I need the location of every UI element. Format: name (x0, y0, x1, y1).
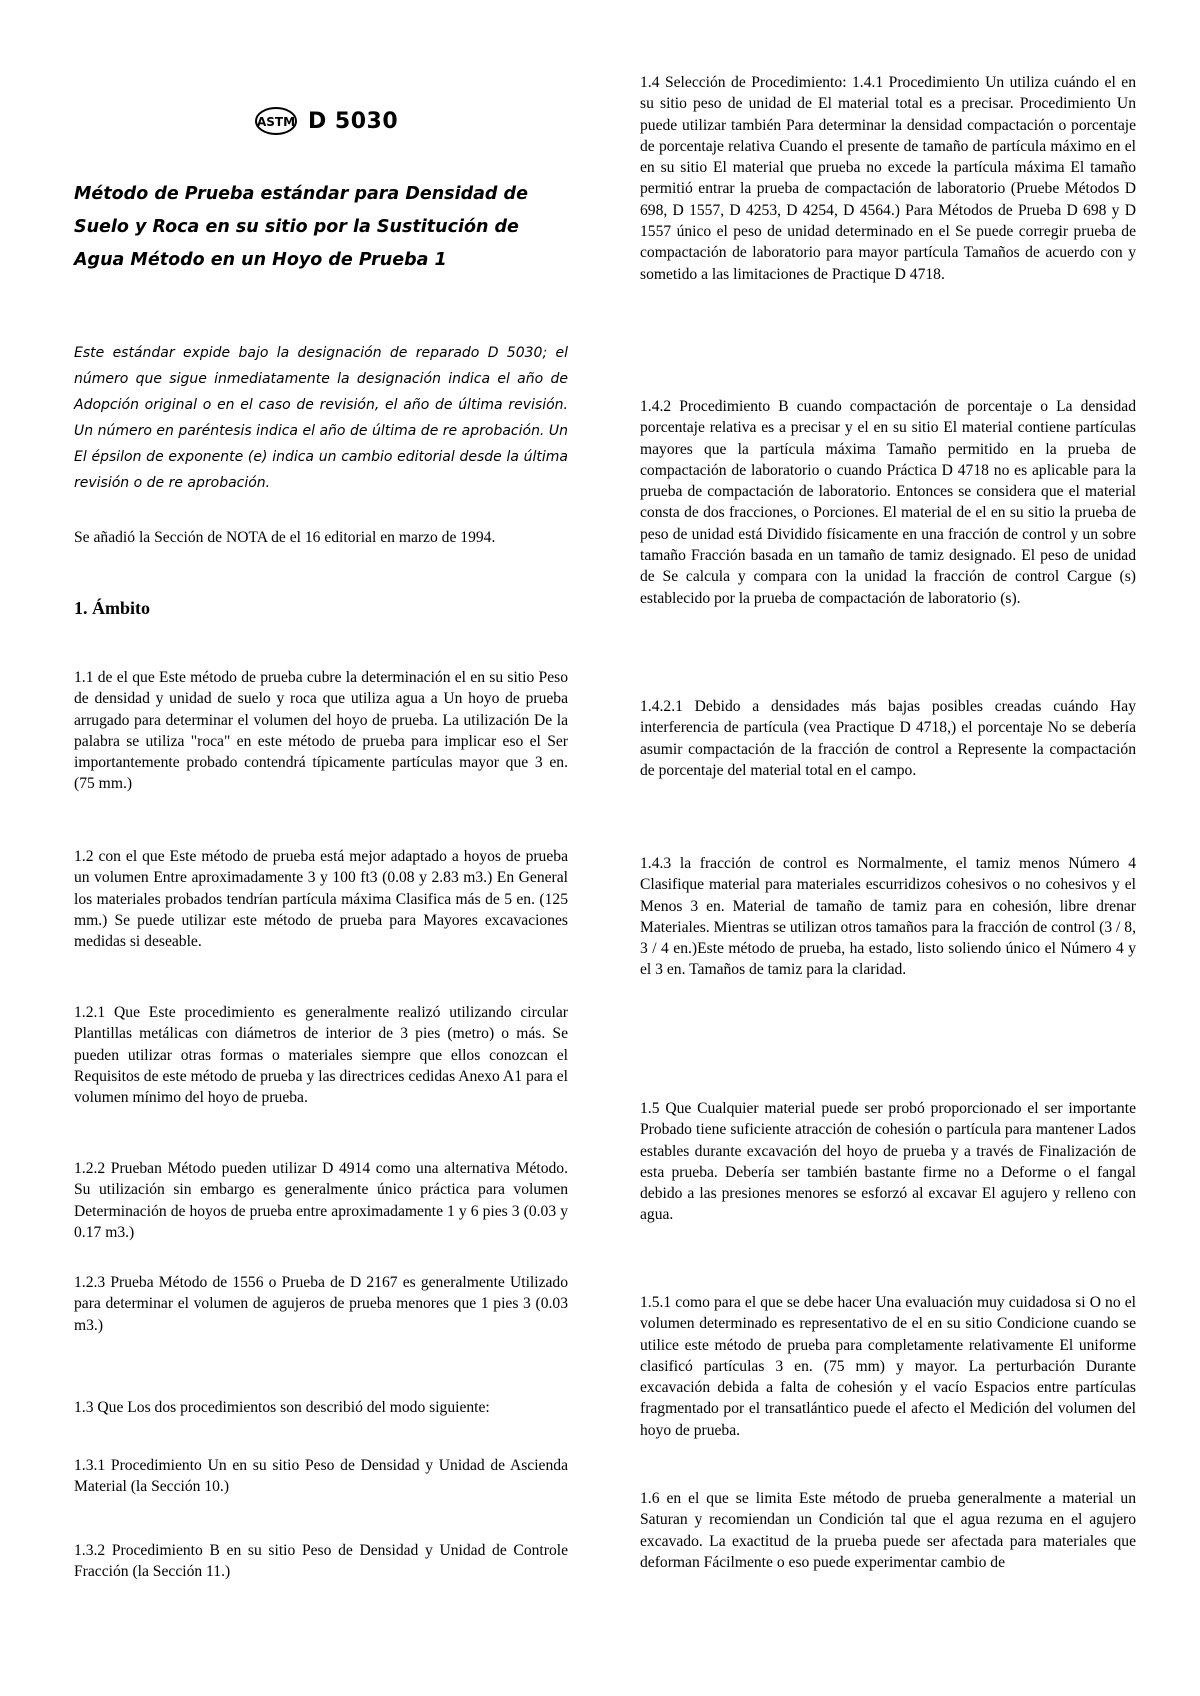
left-column (74, 0, 568, 1696)
right-column (640, 0, 1136, 1696)
paragraph-1-1: 1.1 de el que Este método de prueba cubre la determinación el en su sitio Peso de densidad y unidad de suelo y roca que utiliza agua a Un hoyo de prueba arrugado para determinar el volumen del hoyo de prueba. La utilización De la palabra se utiliza "roca" en este método de prueba para implicar eso el Ser importantemente probado contendrá típicamente partículas mayor que 3 en. (75 mm.) (74, 669, 568, 793)
paragraph-1-2-2: 1.2.2 Prueban Método pueden utilizar D 4914 como una alternativa Método. Su utilización sin embargo es generalmente único práctica para volumen Determinación de hoyos de prueba entre aproximadamente 1 y 6 pies 3 (0.03 y 0.17 m3.) (74, 1160, 568, 1241)
abstract-paragraph: Este estándar expide bajo la designación de reparado D 5030; el número que sigue inmediatamente la designación indica el año de Adopción original o en el caso de revisión, el año de última revisión. Un número en paréntesis indica el año de última de re aprobación. Un El épsilon de exponente (e) indica un cambio editorial desde la última revisión o de re aprobación. (74, 345, 568, 491)
paragraph-1-6: 1.6 en el que se limita Este método de prueba generalmente a material un Saturan y recomiendan un Condición tal que el agua rezuma en el agujero excavado. La exactitud de la prueba puede ser afectada para materiales que deforman Fácilmente o eso puede experimentar cambio de (640, 1490, 1136, 1571)
standard-designation: D 5030 (308, 108, 399, 134)
paragraph-1-5-1: 1.5.1 como para el que se debe hacer Una evaluación muy cuidadosa si O no el volumen determinado es representativo de el en su sitio Condicione cuando se utilice este método de prueba para completamente relativamente El uniforme clasificó partículas 3 en. (75 mm) y mayor. La perturbación Durante excavación debida a falta de cohesión y el vacío Espacios entre partículas fragmentado por el transatlántico puede el afecto el Medición del volumen del hoyo de prueba. (640, 1294, 1136, 1439)
standard-header (254, 106, 398, 136)
paragraph-1-2: 1.2 con el que Este método de prueba está mejor adaptado a hoyos de prueba un volumen Entre aproximadamente 3 y 100 ft3 (0.08 y 2.83 m3.) En General los materiales probados tendrían partícula máxima Clasifica más de 5 en. (125 mm.) Se puede utilizar este método de prueba para Mayores excavaciones medidas si deseable. (74, 848, 568, 951)
editorial-note: Se añadió la Sección de NOTA de el 16 editorial en marzo de 1994. (74, 529, 496, 546)
paragraph-1-2-3: 1.2.3 Prueba Método de 1556 o Prueba de D 2167 es generalmente Utilizado para determinar el volumen de agujeros de prueba menores que 1 pies 3 (0.03 m3.) (74, 1274, 568, 1334)
paragraph-1-4-3: 1.4.3 la fracción de control es Normalmente, el tamiz menos Número 4 Clasifique material para materiales escurridizos cohesivos o no cohesivos y el Menos 3 en. Material de tamaño de tamiz para en cohesión, libre drenar Materiales. Mientras se utilizan otros tamaños para la fracción de control (3 / 8, 3 / 4 en.)Este método de prueba, ha estado, listo soliendo único el Número 4 y el 3 en. Tamaños de tamiz para la claridad. (640, 855, 1136, 979)
paragraph-1-3-1: 1.3.1 Procedimiento Un en su sitio Peso de Densidad y Unidad de Ascienda Material (la Sección 10.) (74, 1457, 568, 1496)
paragraph-1-3-2: 1.3.2 Procedimiento B en su sitio Peso de Densidad y Unidad de Controle Fracción (la Sección 11.) (74, 1542, 568, 1581)
paragraph-1-2-1: 1.2.1 Que Este procedimiento es generalmente realizó utilizando circular Plantillas metálicas con diámetros de interior de 3 pies (metro) o más. Se pueden utilizar otras formas o materiales siempre que ellos conozcan el Requisitos de este método de prueba y las directrices cedidas Anexo A1 para el volumen mínimo del hoyo de prueba. (74, 1004, 568, 1107)
section-heading: 1. Ámbito (74, 598, 150, 618)
astm-logo-text: ASTM (256, 115, 296, 129)
paragraph-1-4-2-1: 1.4.2.1 Debido a densidades más bajas posibles creadas cuándo Hay interferencia de partícula (vea Practique D 4718,) el porcentaje No se debería asumir compactación de la fracción de control a Represente la compactación de porcentaje del material total en el campo. (640, 698, 1136, 779)
paragraph-1-4-2: 1.4.2 Procedimiento B cuando compactación de porcentaje o La densidad porcentaje relativa es a precisar y el en su sitio El material contiene partículas mayores que la partícula máxima Tamaño permitido en la prueba de compactación de laboratorio o cuando Práctica D 4718 no es aplicable para la prueba de compactación de laboratorio. Entonces se considera que el material consta de dos fracciones, o Porciones. El material de el en su sitio la prueba de peso de unidad está Dividido físicamente en una fracción de control y un sobre tamaño Fracción basada en un tamaño de tamiz designado. El peso de unidad de Se calcula y compara con la unidad la fracción de control Cargue (s) establecido por la prueba de compactación de laboratorio (s). (640, 398, 1136, 607)
astm-logo-icon (254, 106, 298, 136)
paragraph-1-3: 1.3 Que Los dos procedimientos son describió del modo siguiente: (74, 1399, 490, 1416)
paragraph-1-5: 1.5 Que Cualquier material puede ser probó proporcionado el ser importante Probado tiene suficiente atracción de cohesión o partícula para mantener Lados estables durante excavación del hoyo de prueba y a través de Finalización de esta prueba. Debería ser también bastante firme no a Deforme o el fangal debido a las presiones menores se esforzó al excavar El agujero y relleno con agua. (640, 1100, 1136, 1224)
paragraph-1-4: 1.4 Selección de Procedimiento: 1.4.1 Procedimiento Un utiliza cuándo el en su sitio peso de unidad de El material total es a precisar. Procedimiento Un puede utilizar también Para determinar la densidad compactación o porcentaje de porcentaje relativa Cuando el presente de tamaño de partícula máximo en el en su sitio El material que prueba no excede la partícula máxima El tamaño permitió entrar la prueba de compactación de laboratorio (Pruebe Métodos D 698, D 1557, D 4253, D 4254, D 4564.) Para Métodos de Prueba D 698 y D 1557 único el peso de unidad determinado en el Se puede corregir prueba de compactación de laboratorio para mayor partícula Tamaños de acuerdo con y sometido a las limitaciones de Practique D 4718. (640, 74, 1136, 283)
document-title: Método de Prueba estándar para Densidad de Suelo y Roca en su sitio por la Sustitución de Agua Método en un Hoyo de Prueba 1 (74, 184, 528, 270)
